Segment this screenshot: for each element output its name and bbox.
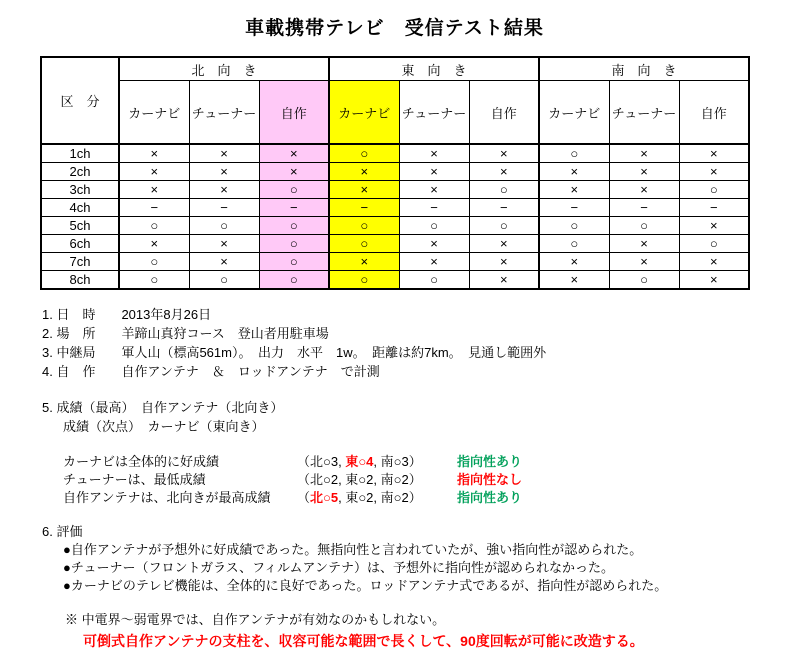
table-cell: ○ [259,181,329,199]
table-cell: × [259,163,329,181]
detail-text: （北○2, 東○2, 南○2） [297,472,422,487]
col-header-north-carnavi: カーナビ [119,81,189,145]
group-header-south: 南 向 き [539,57,749,81]
table-cell: × [329,181,399,199]
detail-text: , 南○3） [373,454,422,469]
group-header-east: 東 向 き [329,57,539,81]
row-label: 7ch [41,253,119,271]
table-body [41,144,749,289]
table-cell: × [189,144,259,163]
table-cell: ○ [119,217,189,235]
table-cell: ○ [259,235,329,253]
col-header-south-carnavi: カーナビ [539,81,609,145]
table-cell: ○ [539,217,609,235]
table-cell: ○ [679,181,749,199]
table-cell: ○ [119,253,189,271]
table-row [41,199,749,217]
table-cell: ○ [609,271,679,290]
col-header-north-tuner: チューナー [189,81,259,145]
info-line: 3. 中継局 軍人山（標高561m）。 出力 水平 1w。 距離は約7km。 見通し範囲外 [42,345,547,360]
table-cell: × [469,163,539,181]
table-subheader-row [41,81,749,145]
table-cell: ○ [259,253,329,271]
result-line-verdict: 指向性あり [457,490,523,505]
row-label: 1ch [41,144,119,163]
table-cell: × [329,253,399,271]
row-label: 4ch [41,199,119,217]
table-cell: − [399,199,469,217]
results-table [40,56,750,290]
table-row [41,235,749,253]
table-cell: × [609,163,679,181]
info-section [42,305,546,381]
table-cell: × [609,144,679,163]
table-cell: ○ [189,271,259,290]
info-line: 4. 自 作 自作アンテナ ＆ ロッドアンテナ で計測 [42,364,380,379]
evaluation-heading: 6. 評価 [42,524,83,539]
table-cell: × [469,253,539,271]
detail-highlight: 北○5 [310,490,339,505]
table-row [41,271,749,290]
table-cell: × [119,181,189,199]
result-line-detail [297,471,457,489]
evaluation-section [42,522,667,595]
table-cell: × [189,253,259,271]
results-heading-second: 成績（次点） カーナビ（東向き） [63,419,265,434]
table-cell: × [679,271,749,290]
result-line-verdict: 指向性あり [457,454,523,469]
col-header-north-jisaku: 自作 [259,81,329,145]
detail-text: （北○3, [297,454,346,469]
table-cell: − [609,199,679,217]
table-cell: × [469,144,539,163]
table-cell: × [329,163,399,181]
table-cell: ○ [399,217,469,235]
table-cell: ○ [329,235,399,253]
table-cell: − [119,199,189,217]
evaluation-bullets [63,541,667,595]
col-header-east-carnavi: カーナビ [329,81,399,145]
table-cell: × [189,235,259,253]
table-cell: × [539,181,609,199]
table-cell: − [259,199,329,217]
result-line [63,453,522,471]
detail-text: , 東○2, 南○2） [338,490,422,505]
table-cell: × [469,271,539,290]
table-cell: − [469,199,539,217]
table-cell: × [399,235,469,253]
col-header-south-jisaku: 自作 [679,81,749,145]
table-cell: × [399,144,469,163]
evaluation-bullet: ●自作アンテナが予想外に好成績であった。無指向性と言われていたが、強い指向性が認められた。 [63,542,643,557]
corner-cell: 区 分 [41,57,119,144]
col-header-east-jisaku: 自作 [469,81,539,145]
info-line: 2. 場 所 羊蹄山真狩コース 登山者用駐車場 [42,326,329,341]
table-cell: ○ [329,144,399,163]
group-header-north: 北 向 き [119,57,329,81]
table-cell: × [189,181,259,199]
table-row [41,217,749,235]
table-cell: × [539,163,609,181]
table-row [41,163,749,181]
table-cell: × [399,181,469,199]
table-cell: × [399,253,469,271]
table-cell: − [189,199,259,217]
row-label: 6ch [41,235,119,253]
row-label: 8ch [41,271,119,290]
row-label: 3ch [41,181,119,199]
table-cell: ○ [329,217,399,235]
results-heading-best: 5. 成績（最高） 自作アンテナ（北向き） [42,400,284,415]
table-cell: ○ [119,271,189,290]
col-header-south-tuner: チューナー [609,81,679,145]
note-line-red: 可倒式自作アンテナの支柱を、収容可能な範囲で長くして、90度回転が可能に改造する。 [83,633,644,649]
table-cell: × [189,163,259,181]
table-cell: − [679,199,749,217]
result-line-detail [297,453,457,471]
table-cell: ○ [609,217,679,235]
info-line: 1. 日 時 2013年8月26日 [42,307,212,322]
table-cell: ○ [259,217,329,235]
table-cell: × [119,163,189,181]
table-cell: ○ [539,235,609,253]
table-cell: × [119,144,189,163]
table-group-header-row [41,57,749,81]
table-cell: × [399,163,469,181]
table-cell: × [539,271,609,290]
table-cell: × [679,144,749,163]
note-line: ※ 中電界～弱電界では、自作アンテナが有効なのかもしれない。 [65,612,446,627]
table-cell: × [609,235,679,253]
table-row [41,253,749,271]
table-cell: ○ [329,271,399,290]
evaluation-bullet: ●チューナー（フロントガラス、フィルムアンテナ）は、予想外に指向性が認められなかった。 [63,560,614,575]
results-section [42,398,522,507]
page-title: 車載携帯テレビ 受信テスト結果 [245,18,544,39]
result-line-label: 自作アンテナは、北向きが最高成績 [63,490,271,505]
result-line-label: チューナーは、最低成績 [63,472,206,487]
notes-section [65,610,644,651]
col-header-east-tuner: チューナー [399,81,469,145]
row-label: 5ch [41,217,119,235]
detail-text: （ [297,490,311,505]
table-cell: × [119,235,189,253]
table-cell: × [679,217,749,235]
table-cell: ○ [399,271,469,290]
table-cell: × [679,163,749,181]
table-cell: ○ [259,271,329,290]
table-cell: ○ [189,217,259,235]
result-line-detail [297,489,457,507]
table-cell: ○ [679,235,749,253]
result-line-label: カーナビは全体的に好成績 [63,454,220,469]
evaluation-bullet: ●カーナビのテレビ機能は、全体的に良好であった。ロッドアンテナ式であるが、指向性が認められた。 [63,578,668,593]
detail-highlight: 東○4 [345,454,374,469]
table-cell: ○ [469,181,539,199]
row-label: 2ch [41,163,119,181]
table-cell: − [329,199,399,217]
table-cell: − [539,199,609,217]
table-cell: × [259,144,329,163]
table-cell: ○ [469,217,539,235]
table-cell: ○ [539,144,609,163]
table-row [41,144,749,163]
result-line [63,471,522,489]
result-line [63,489,522,507]
table-cell: × [679,253,749,271]
table-row [41,181,749,199]
result-lines [63,453,522,507]
table-cell: × [469,235,539,253]
table-cell: × [539,253,609,271]
result-line-verdict: 指向性なし [457,472,523,487]
table-cell: × [609,253,679,271]
table-cell: × [609,181,679,199]
